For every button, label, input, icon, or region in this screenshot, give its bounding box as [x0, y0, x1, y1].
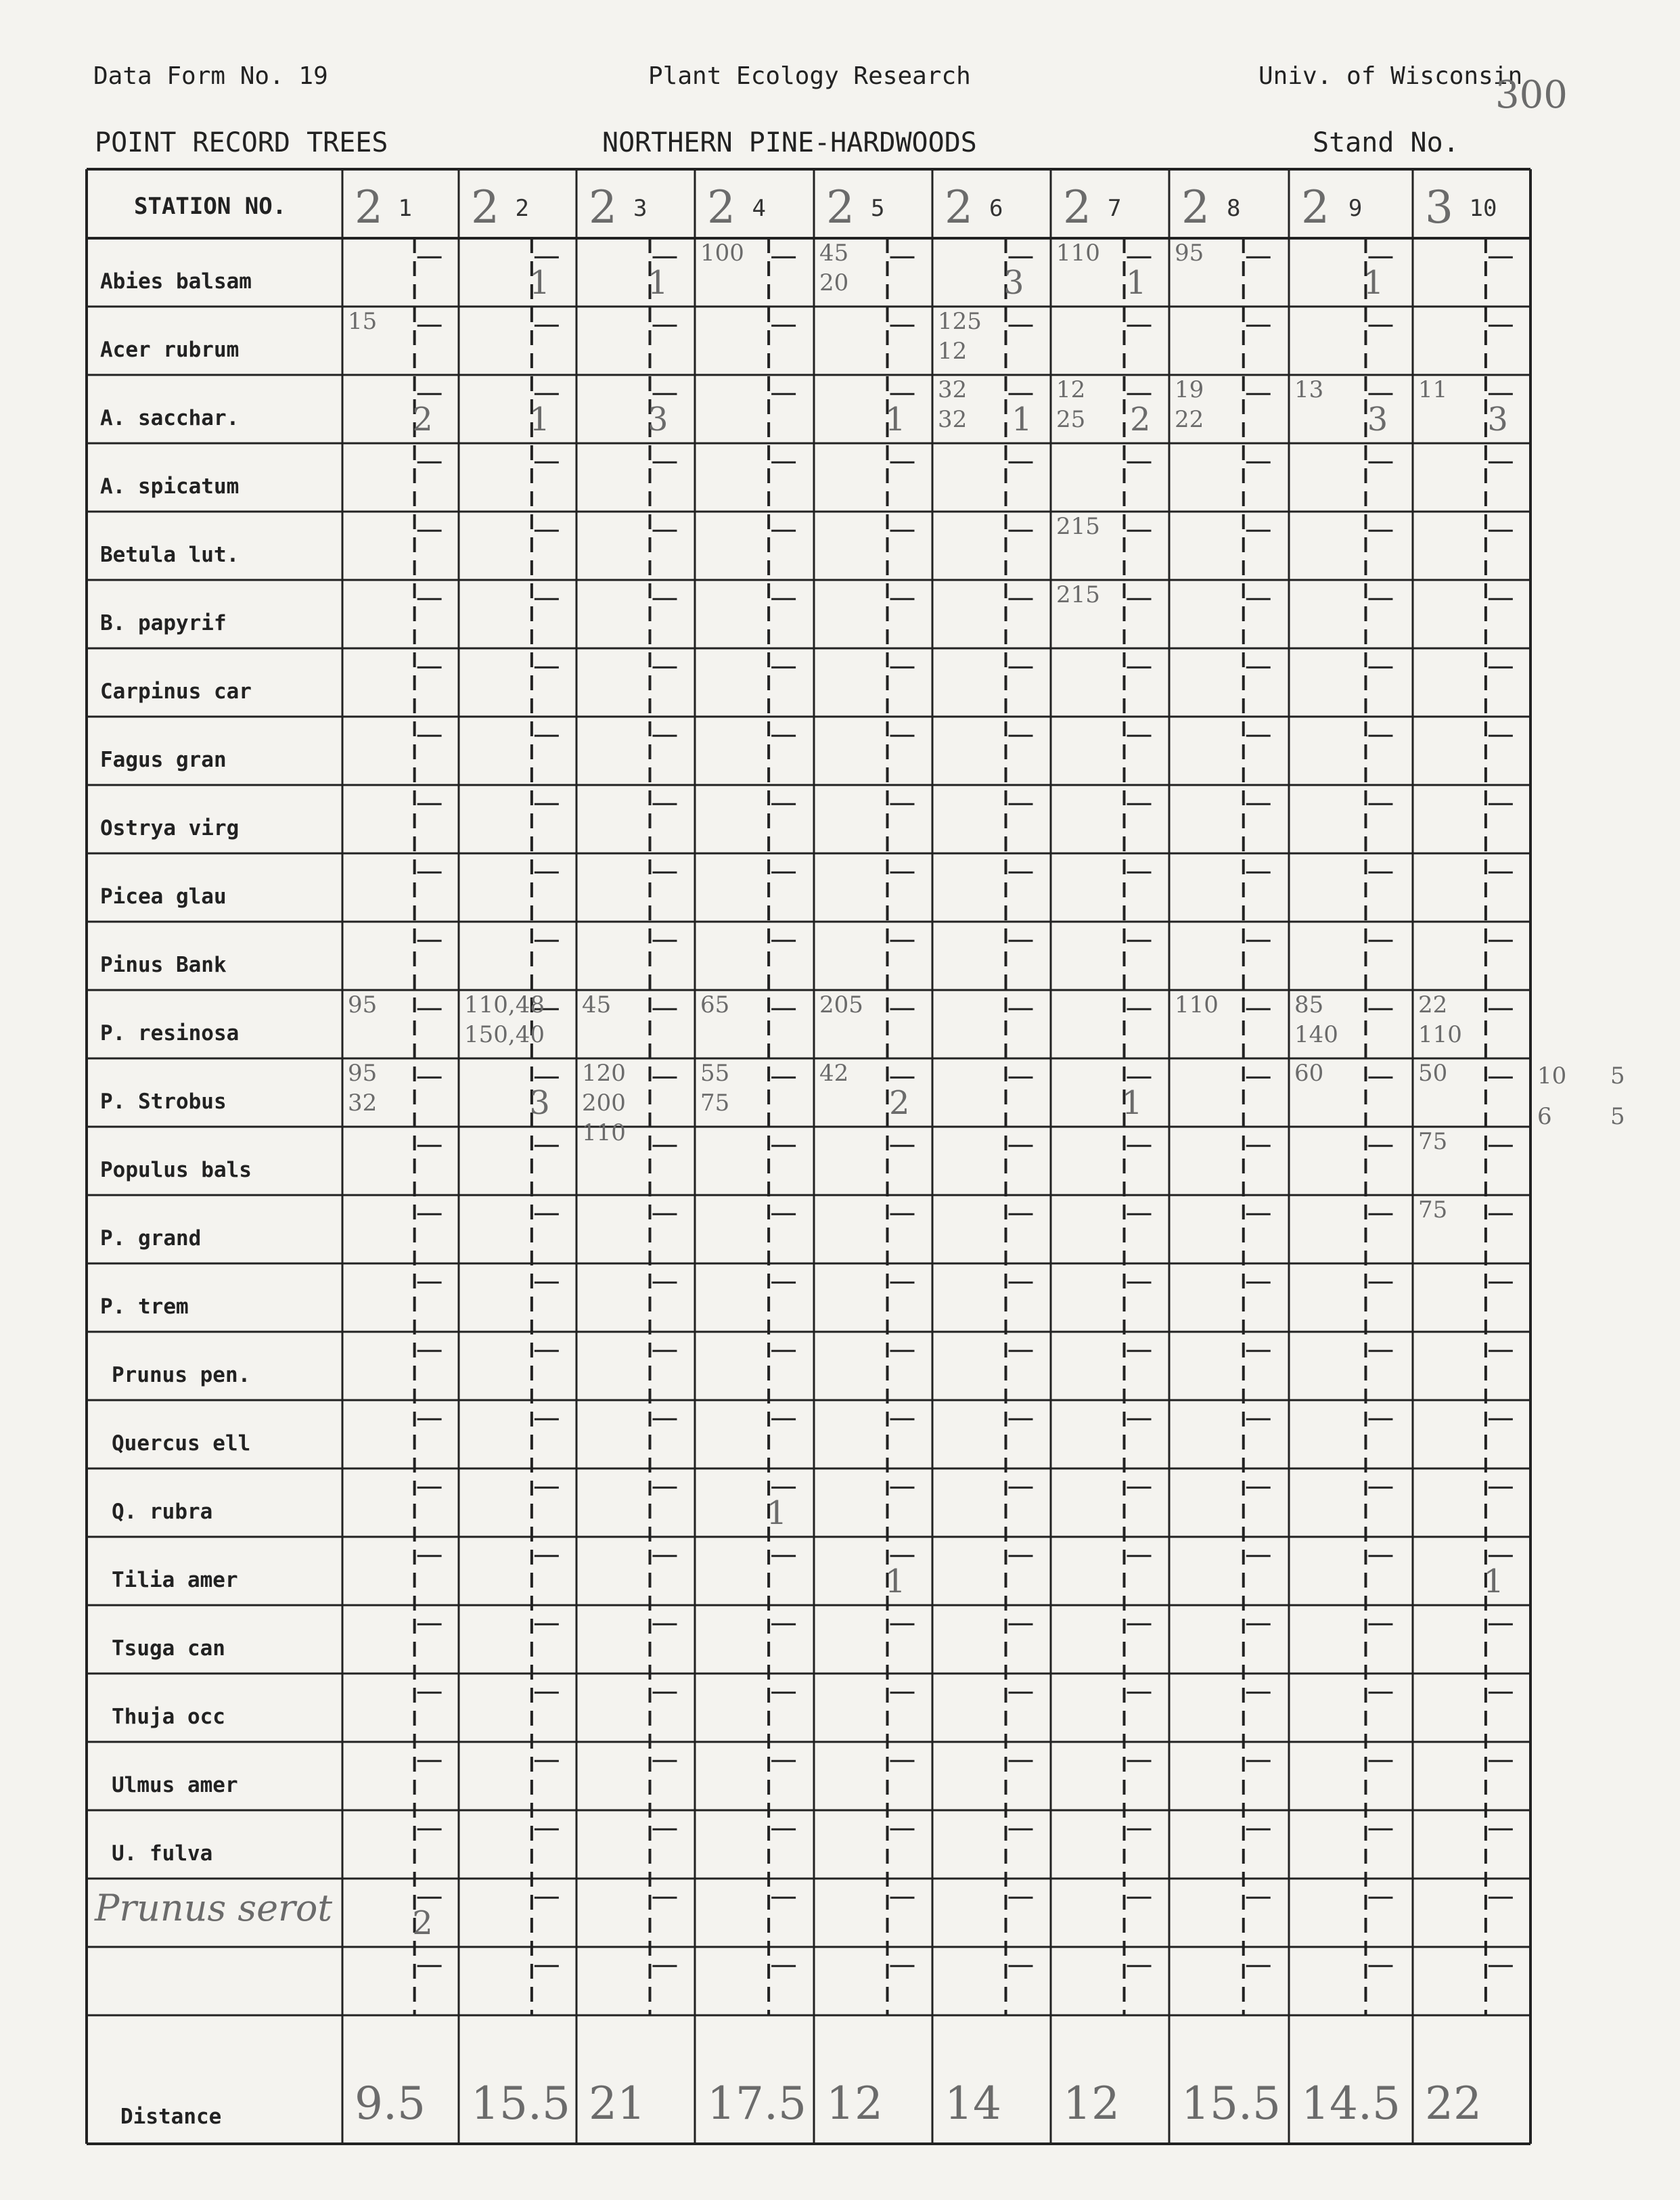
cell-entry: 19 [1175, 376, 1204, 403]
organization: Plant Ecology Research [648, 62, 971, 90]
station-number: 6 [989, 195, 1003, 222]
station-hand-digit: 2 [355, 181, 383, 233]
station-hand-digit: 2 [471, 181, 499, 233]
cell-entry: 110 [1175, 991, 1219, 1018]
stand-label: Stand No. [1313, 127, 1459, 158]
cell-entry: 3 [648, 401, 668, 439]
species-label: Ostrya virg [100, 816, 240, 841]
cell-entry: 55 [700, 1060, 730, 1087]
cell-entry: 22 [1418, 991, 1448, 1018]
distance-value: 12 [1063, 2078, 1120, 2130]
species-label: P. grand [100, 1226, 202, 1251]
species-label: Thuja occ [112, 1705, 225, 1730]
species-label: Prunus pen. [112, 1363, 251, 1388]
cell-entry: 95 [348, 991, 378, 1018]
cell-entry: 13 [1294, 376, 1324, 403]
cell-entry: 2 [889, 1084, 910, 1122]
cell-entry: 45 [819, 240, 849, 267]
cell-entry: 150,40 [464, 1021, 545, 1048]
distance-value: 21 [589, 2078, 645, 2130]
station-number: 2 [515, 195, 529, 222]
cell-entry: 3 [529, 1084, 550, 1122]
cell-entry: 2 [1130, 401, 1151, 439]
species-label: A. spicatum [100, 474, 240, 499]
cell-entry: 11 [1418, 376, 1448, 403]
cell-entry: 3 [1003, 264, 1024, 302]
handwritten-species-label: Prunus serot [95, 1887, 333, 1929]
cell-entry: 95 [1175, 240, 1204, 267]
community-title: NORTHERN PINE-HARDWOODS [602, 127, 977, 158]
station-header-label: STATION NO. [134, 193, 287, 220]
species-label: Carpinus car [100, 679, 252, 704]
species-label: P. trem [100, 1295, 189, 1320]
cell-entry: 1 [1012, 401, 1032, 439]
species-label: Pinus Bank [100, 953, 227, 978]
station-number: 7 [1108, 195, 1122, 222]
cell-entry: 25 [1056, 406, 1086, 433]
station-hand-digit: 2 [1301, 181, 1330, 233]
station-hand-digit: 2 [707, 181, 735, 233]
station-number: 9 [1348, 195, 1363, 222]
margin-note: 5 [1610, 1062, 1625, 1090]
cell-entry: 1 [648, 264, 668, 302]
distance-label: Distance [120, 2105, 222, 2129]
cell-entry: 200 [582, 1090, 626, 1117]
cell-entry: 120 [582, 1060, 626, 1087]
species-label: Fagus gran [100, 748, 227, 773]
species-label: Abies balsam [100, 269, 252, 294]
cell-entry: 1 [1122, 1084, 1143, 1122]
species-label: Acer rubrum [100, 338, 240, 363]
cell-entry: 215 [1056, 581, 1100, 608]
distance-value: 22 [1425, 2078, 1482, 2130]
cell-entry: 12 [1056, 376, 1086, 403]
record-type-title: POINT RECORD TREES [95, 127, 388, 158]
station-hand-digit: 2 [1181, 181, 1210, 233]
cell-entry: 110 [1056, 240, 1100, 267]
species-label: Populus bals [100, 1158, 252, 1183]
cell-entry: 32 [938, 406, 968, 433]
cell-entry: 1 [766, 1494, 788, 1532]
species-label: P. resinosa [100, 1021, 240, 1046]
species-label: Ulmus amer [112, 1773, 238, 1798]
distance-value: 15.5 [471, 2078, 570, 2130]
distance-value: 17.5 [707, 2078, 807, 2130]
species-label: A. sacchar. [100, 406, 240, 431]
station-number: 10 [1469, 195, 1497, 222]
distance-value: 15.5 [1181, 2078, 1281, 2130]
station-number: 4 [752, 195, 766, 222]
cell-entry: 42 [819, 1060, 849, 1087]
cell-entry: 75 [700, 1090, 730, 1117]
cell-entry: 95 [348, 1060, 378, 1087]
distance-value: 12 [826, 2078, 883, 2130]
cell-entry: 1 [529, 264, 550, 302]
station-hand-digit: 2 [826, 181, 855, 233]
cell-entry: 1 [529, 401, 550, 439]
cell-entry: 2 [412, 1904, 433, 1942]
station-hand-digit: 3 [1425, 181, 1453, 233]
species-label: Betula lut. [100, 543, 240, 568]
cell-entry: 110 [582, 1119, 626, 1146]
cell-entry: 2 [412, 401, 433, 439]
cell-entry: 1 [1126, 264, 1147, 302]
data-form-number: Data Form No. 19 [93, 62, 328, 90]
cell-entry: 22 [1175, 406, 1204, 433]
species-label: U. fulva [112, 1841, 213, 1866]
cell-entry: 1 [885, 401, 906, 439]
species-label: P. Strobus [100, 1090, 227, 1115]
station-hand-digit: 2 [1063, 181, 1091, 233]
species-label: Quercus ell [112, 1431, 251, 1456]
station-number: 8 [1226, 195, 1241, 222]
cell-entry: 110,48 [464, 991, 545, 1018]
cell-entry: 45 [582, 991, 612, 1018]
margin-note: 10 [1537, 1062, 1567, 1090]
distance-value: 14.5 [1301, 2078, 1401, 2130]
cell-entry: 1 [885, 1563, 906, 1600]
station-hand-digit: 2 [589, 181, 617, 233]
cell-entry: 15 [348, 308, 378, 335]
species-label: Tilia amer [112, 1568, 238, 1593]
cell-entry: 85 [1294, 991, 1324, 1018]
university-note: 300 [1495, 73, 1568, 117]
cell-entry: 60 [1294, 1060, 1324, 1087]
species-label: Q. rubra [112, 1500, 213, 1525]
margin-note: 6 [1537, 1103, 1552, 1130]
station-hand-digit: 2 [945, 181, 973, 233]
cell-entry: 12 [938, 338, 968, 365]
cell-entry: 100 [700, 240, 744, 267]
station-number: 3 [633, 195, 648, 222]
cell-entry: 75 [1418, 1128, 1448, 1155]
cell-entry: 65 [700, 991, 730, 1018]
cell-entry: 1 [1363, 264, 1384, 302]
cell-entry: 110 [1418, 1021, 1462, 1048]
cell-entry: 50 [1418, 1060, 1448, 1087]
cell-entry: 215 [1056, 513, 1100, 540]
university: Univ. of Wisconsin [1258, 62, 1523, 90]
station-number: 5 [871, 195, 885, 222]
cell-entry: 205 [819, 991, 863, 1018]
distance-value: 14 [945, 2078, 1001, 2130]
cell-entry: 1 [1483, 1563, 1504, 1600]
cell-entry: 125 [938, 308, 982, 335]
species-label: B. papyrif [100, 611, 227, 636]
cell-entry: 32 [938, 376, 968, 403]
species-label: Picea glau [100, 884, 227, 910]
cell-entry: 3 [1487, 401, 1508, 439]
species-label: Tsuga can [112, 1636, 225, 1661]
cell-entry: 32 [348, 1090, 378, 1117]
margin-note: 5 [1610, 1103, 1625, 1130]
station-number: 1 [398, 195, 413, 222]
distance-value: 9.5 [355, 2078, 426, 2130]
cell-entry: 3 [1367, 401, 1388, 439]
cell-entry: 75 [1418, 1196, 1448, 1224]
cell-entry: 140 [1294, 1021, 1338, 1048]
cell-entry: 20 [819, 269, 849, 296]
